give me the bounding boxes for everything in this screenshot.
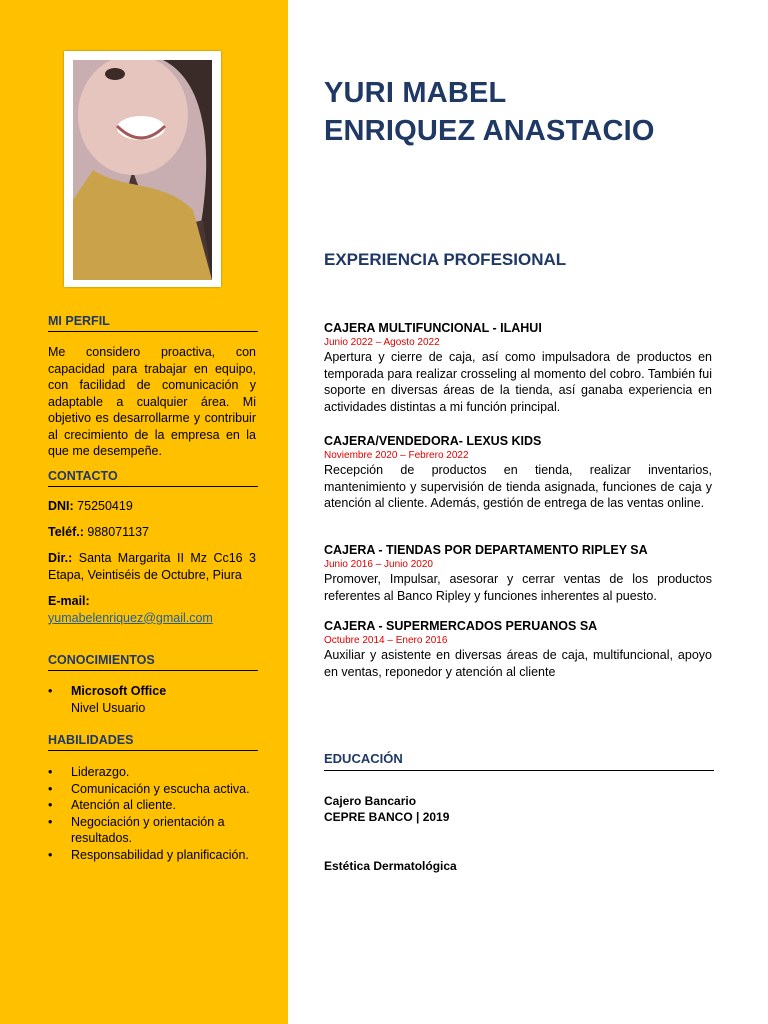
job-entry xyxy=(324,320,712,415)
contact-phone xyxy=(48,524,256,541)
education-name: Estética Dermatológica xyxy=(324,859,457,873)
name-line-1: YURI MABEL xyxy=(324,77,507,109)
knowledge-name: • Microsoft Office xyxy=(71,684,167,698)
job-date: Junio 2022 – Agosto 2022 xyxy=(324,337,440,348)
job-title: CAJERA MULTIFUNCIONAL - ILAHUI xyxy=(324,321,542,335)
dni-label: DNI: xyxy=(48,499,74,513)
job-description: Recepción de productos en tienda, realizar inventarios, mantenimiento y supervisión de tienda asignada, funciones de caja y atención al cliente. Además, gestión de entrega de las ventas online. xyxy=(324,463,712,510)
list-item: • Negociación y orientación a resultados. xyxy=(48,814,263,847)
job-date: Junio 2016 – Junio 2020 xyxy=(324,559,433,570)
candidate-name xyxy=(324,74,744,150)
list-item xyxy=(48,683,263,716)
education-entry xyxy=(324,793,449,825)
job-entry xyxy=(324,433,712,512)
education-section-title: EDUCACIÓN xyxy=(324,751,403,766)
knowledge-list xyxy=(48,683,263,716)
profile-section-title: MI PERFIL xyxy=(48,314,258,332)
job-date: Noviembre 2020 – Febrero 2022 xyxy=(324,450,469,461)
name-line-2: ENRIQUEZ ANASTACIO xyxy=(324,115,655,147)
contact-address xyxy=(48,550,256,583)
skills-section-title: HABILIDADES xyxy=(48,733,258,751)
job-title: CAJERA - SUPERMERCADOS PERUANOS SA xyxy=(324,619,598,633)
job-title: CAJERA/VENDEDORA- LEXUS KIDS xyxy=(324,434,542,448)
contact-section-title: CONTACTO xyxy=(48,469,258,487)
contact-email xyxy=(48,593,256,626)
list-item: • Atención al cliente. xyxy=(48,797,263,814)
education-name: Cajero Bancario xyxy=(324,794,417,808)
list-item: • Comunicación y escucha activa. xyxy=(48,781,263,798)
phone-label: Teléf.: xyxy=(48,525,84,539)
profile-text: Me considero proactiva, con capacidad para trabajar en equipo, con facilidad de comunicación y adaptable a cualquier área. Mi objetivo es desarrollarme y contribuir al crecimiento de la empresa en la que me desempeñe. xyxy=(48,345,256,458)
job-date: Octubre 2014 – Enero 2016 xyxy=(324,635,448,646)
email-label: E-mail: xyxy=(48,594,90,608)
skills-list xyxy=(48,764,263,863)
experience-section-title: EXPERIENCIA PROFESIONAL xyxy=(324,250,567,269)
list-item: • Liderazgo. xyxy=(48,764,263,781)
job-entry xyxy=(324,542,712,604)
list-item: • Responsabilidad y planificación. xyxy=(48,847,263,864)
profile-photo-frame xyxy=(64,51,221,287)
sidebar xyxy=(0,0,288,1024)
dni-value: 75250419 xyxy=(73,499,133,513)
email-link[interactable]: yumabelenriquez@gmail.com xyxy=(48,610,213,625)
profile-photo xyxy=(73,60,212,280)
job-description: Apertura y cierre de caja, así como impulsadora de productos en temporada para realizar crosseling al momento del cobro. También fui soporte en diversas áreas de la tienda, así ganaba experiencia en actividades distintas a mi función principal. xyxy=(324,350,712,414)
job-description: Promover, Impulsar, asesorar y cerrar ventas de los productos referentes al Banco Ripley y funciones inherentes al puesto. xyxy=(324,572,712,603)
contact-dni xyxy=(48,498,256,515)
education-entry xyxy=(324,858,457,874)
job-description: Auxiliar y asistente en diversas áreas de caja, multifuncional, apoyo en ventas, reponedor y atención al cliente xyxy=(324,648,712,679)
job-title: CAJERA - TIENDAS POR DEPARTAMENTO RIPLEY SA xyxy=(324,543,648,557)
knowledge-section-title: CONOCIMIENTOS xyxy=(48,653,258,671)
education-divider xyxy=(324,770,714,771)
knowledge-level: Nivel Usuario xyxy=(71,700,146,715)
address-value: Santa Margarita II Mz Cc16 3 Etapa, Veintiséis de Octubre, Piura xyxy=(48,551,256,582)
phone-value: 988071137 xyxy=(83,525,150,539)
job-entry xyxy=(324,618,712,680)
education-detail: CEPRE BANCO | 2019 xyxy=(324,810,450,824)
address-label: Dir.: xyxy=(48,551,73,565)
